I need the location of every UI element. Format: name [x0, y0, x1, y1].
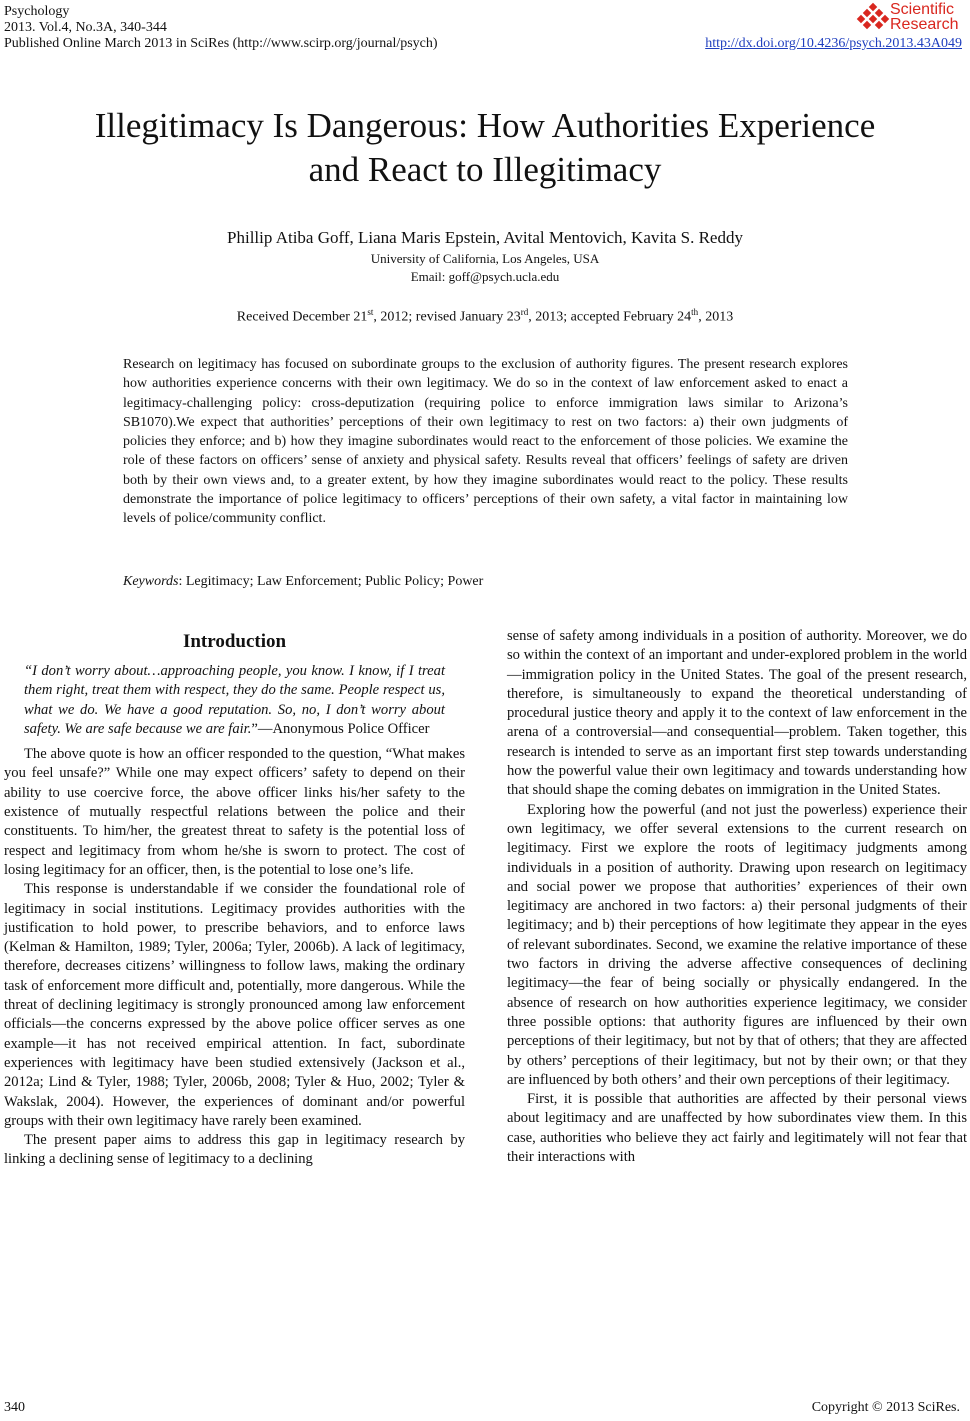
epigraph-quote: “I don’t worry about…approaching people, you know. I know, if I treat them right, treat them with respect, they do the same. People respect us, what we do. We have a good reputation. So, no, I don’t worry about safety. We are safe because we are fair.”—Anonymous Police Officer [24, 663, 445, 737]
logo-mark-icon [858, 4, 888, 32]
abstract: Research on legitimacy has focused on subordinate groups to the exclusion of authority figures. The present research explores how authorities experience concerns with their own legitimacy. We do so in the context of law enforcement asked to enact a legitimacy-challenging policy: cross-deputization (requiring police to enforce immigration laws similar to Arizona’s SB1070).We expect that authorities’ perceptions of their own legitimacy to rest on two factors: a) their own judgments of policies they enforce; and b) how they imagine subordinates would react to the enforcement of those policies. We examine the role of these factors on officers’ sense of anxiety and physical safety. Results reveal that officers’ feelings of safety are driven both by their own views and, to a greater extent, by how they imagine subordinates would react to the policy. These results demonstrate the importance of police legitimacy to officers’ perceptions of their own safety, a vital factor in maintaining low levels of police/community conflict. [123, 357, 848, 527]
copyright-notice: Copyright © 2013 SciRes. [811, 1400, 960, 1415]
paragraph: First, it is possible that authorities are affected by their personal views about legitimacy and are unaffected by how subordinates view them. In this case, authorities who believe they act fairly and legitimately will not fear that their interactions with [507, 1091, 967, 1166]
journal-header [4, 4, 438, 52]
logo-text: Scientific Research [890, 1, 959, 33]
affiliation: University of California, Los Angeles, USA [370, 251, 600, 266]
right-column [507, 627, 967, 1167]
left-column [4, 630, 465, 1170]
page-number: 340 [4, 1400, 25, 1415]
introduction-heading: Introduction [182, 631, 287, 652]
paragraph: Exploring how the powerful (and not just the powerless) experience their own legitimacy, we offer several extensions to the current research on legitimacy. First we explore the roots of legitimacy judgments among individuals in a position of authority. Drawing upon research on legitimacy and social power we propose that authorities’ experiences of their own legitimacy are anchored in two factors: a) their personal judgments of their legitimacy; and b) their perceptions of how legitimate they appear in the eyes of relevant subordinates. Second, we examine the relative importance of these two factors in driving the adverse affective consequences of declining legitimacy—the fear of being socially or physically endangered. In the absence of research on how authorities experience legitimacy, we consider three possible options: that authority figures are influenced by their own perceptions of their legitimacy, but not by that of others; that they are affected by others’ perceptions of their legitimacy, but not by their own; or that they are influenced by both others’ and their own perceptions of their legitimacy. [507, 801, 967, 1088]
doi-link[interactable]: http://dx.doi.org/10.4236/psych.2013.43A049 [705, 36, 962, 51]
keywords [123, 573, 848, 591]
paragraph: The present paper aims to address this gap in legitimacy research by linking a declining sense of legitimacy to a declining [4, 1132, 465, 1168]
paper-title: Illegitimacy Is Dangerous: How Authorities Experience and React to Illegitimacy [94, 106, 876, 189]
journal-name: Psychology [4, 4, 70, 19]
keywords-list: : Legitimacy; Law Enforcement; Public Policy; Power [178, 574, 484, 589]
keywords-label: Keywords [123, 574, 179, 589]
paragraph: This response is understandable if we consider the foundational role of legitimacy in social institutions. Legitimacy provides authorities with the justification to hold power, to prescribe behaviors, and to enforce laws (Kelman & Hamilton, 1989; Tyler, 2006a; Tyler, 2006b). A lack of legitimacy, therefore, decreases citizens’ willingness to follow laws, making the ordinary task of enforcement more difficult and, potentially, more dangerous. While the threat of declining legitimacy is strongly pronounced among law enforcement officials—the concerns expressed by the above police officer serves as one example—it has not received empirical attention. In fact, subordinate experiences with legitimacy have been studied extensively (Jackson et al., 2012a; Lind & Tyler, 1988; Tyler, 2006b, 2008; Tyler & Huo, 2002; Tyler & Wakslak, 2004). However, the experiences of dominant and/or powerful groups with their own legitimacy have rarely been examined. [4, 881, 465, 1129]
publication-info: Published Online March 2013 in SciRes (http://www.scirp.org/journal/psych) [4, 36, 438, 51]
scientific-research-logo [858, 2, 962, 34]
paragraph: The above quote is how an officer responded to the question, “What makes you feel unsafe?” While one may expect officers’ safety to depend on their ability to use coercive force, the above officer links his/her safety to the existence of mutually respectful relations between the police and their constituents. To him/her, the greatest threat to safety is the potential loss of respect and legitimacy from whom he/she is sworn to protect. The cost of losing legitimacy for an officer, then, is the potential to lose one’s life. [4, 746, 465, 878]
received-dates: Received December 21st, 2012; revised January 23rd, 2013; accepted February 24th, 2013 [236, 307, 734, 325]
email: Email: goff@psych.ucla.edu [410, 269, 560, 284]
author-list: Phillip Atiba Goff, Liana Maris Epstein, Avital Mentovich, Kavita S. Reddy [227, 228, 743, 247]
paragraph: sense of safety among individuals in a position of authority. Moreover, we do so within the context of an important and under-explored problem in the world—immigration policy in the United States. The goal of the present research, therefore, is simultaneously to expand the theoretical understanding of procedural justice theory and apply it to the context of law enforcement in the arena of a controversial—and consequential—problem. Taken together, this research is intended to serve as an important first step towards understanding how the powerful value their own legitimacy and towards understanding how that should shape the coming debates on immigration in the United States. [507, 628, 967, 799]
journal-volume: 2013. Vol.4, No.3A, 340-344 [4, 20, 167, 35]
